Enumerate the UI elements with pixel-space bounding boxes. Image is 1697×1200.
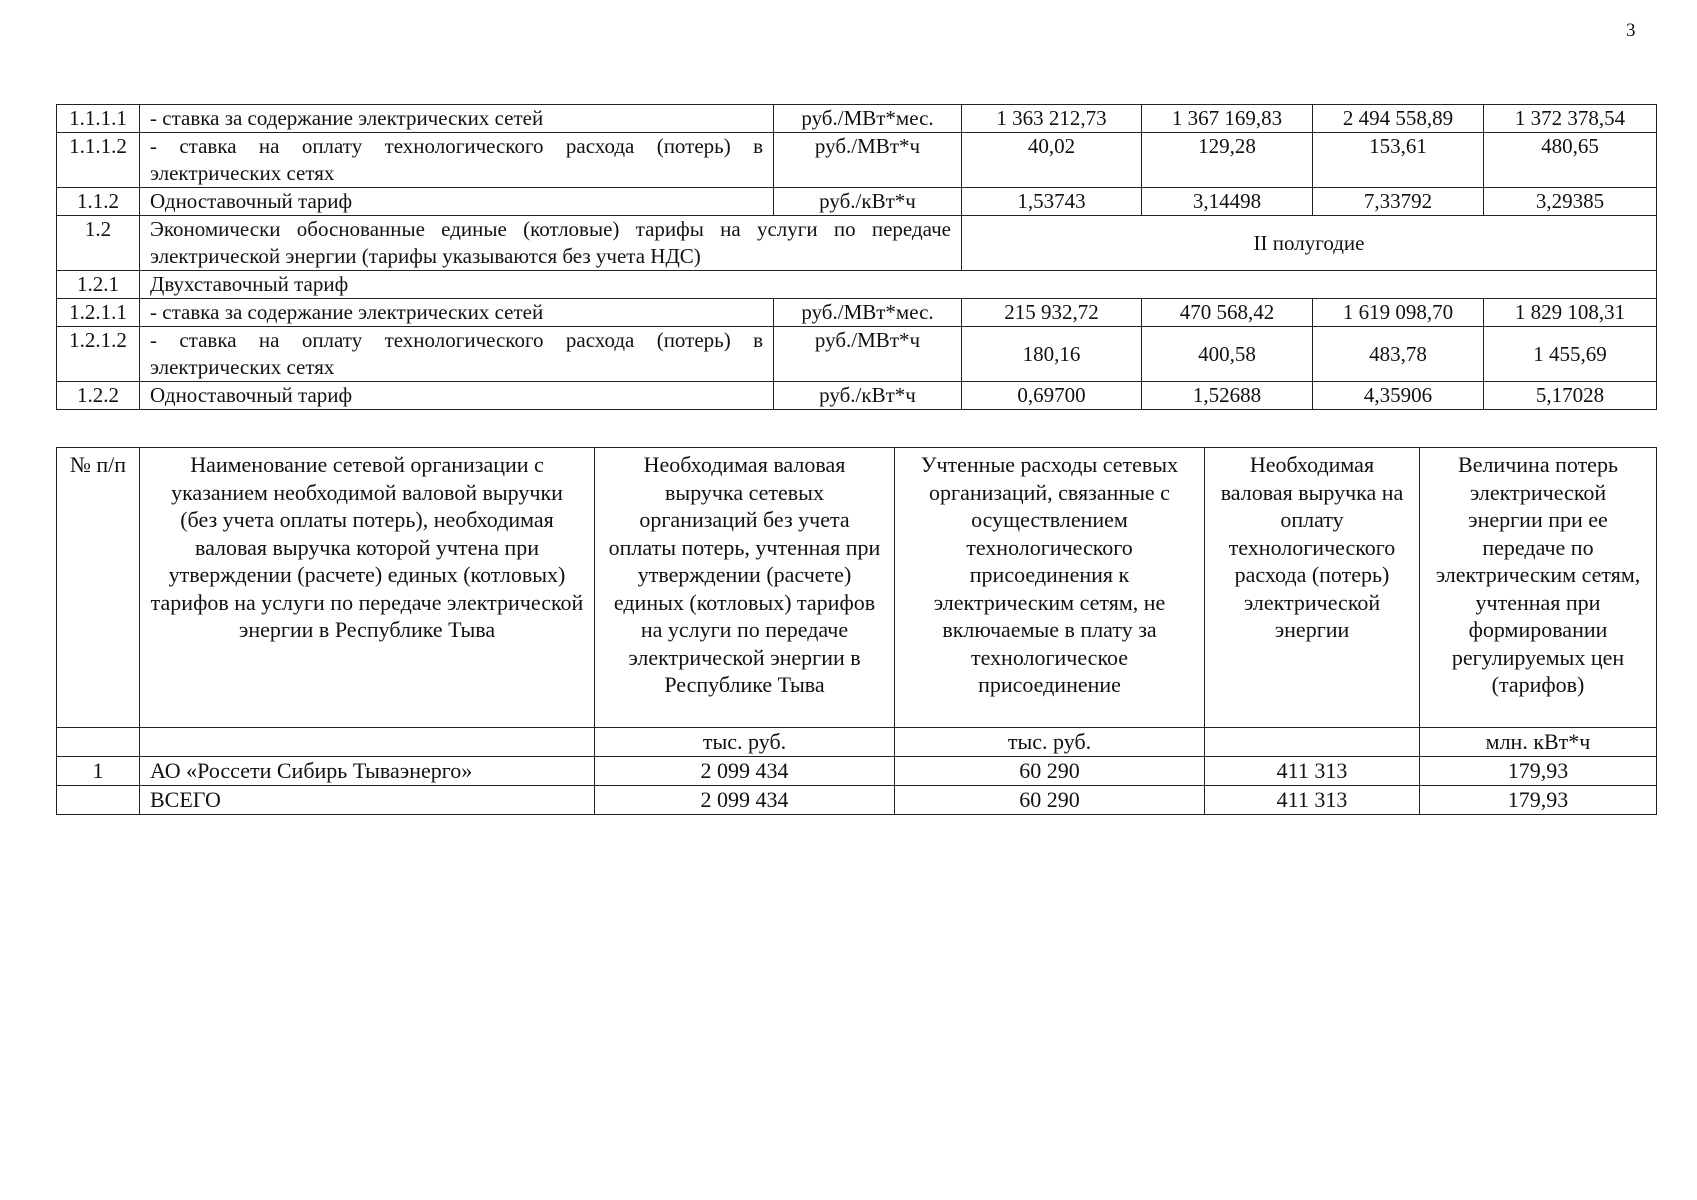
tariff-row (57, 133, 1657, 188)
row-unit: руб./МВт*ч (774, 327, 962, 382)
org-row-nvv: 2 099 434 (595, 756, 895, 785)
org-row (57, 756, 1657, 785)
row-number: 1.2.1.1 (57, 299, 140, 327)
org-row-nvv: 2 099 434 (595, 785, 895, 814)
row-number: 1.1.1.2 (57, 133, 140, 188)
period-label: II полугодие (962, 216, 1657, 271)
row-name (140, 216, 962, 271)
row-value: 180,16 (962, 327, 1142, 382)
row-name-line: Экономически обоснованные единые (котловые) тарифы на услуги по передаче (150, 217, 951, 241)
row-value: 1,53743 (962, 188, 1142, 216)
header-losses: Величина потерь электрической энергии при ее передаче по электрическим сетям, учтенная при формировании регулируемых цен (тарифов) (1420, 448, 1657, 728)
row-name-line: электрической энергии (тарифы указываются без учета НДС) (150, 244, 701, 268)
row-value: 0,69700 (962, 382, 1142, 410)
units-empty (140, 728, 595, 757)
row-number: 1.2.1 (57, 271, 140, 299)
row-name: Одноставочный тариф (140, 382, 774, 410)
row-value: 480,65 (1484, 133, 1657, 188)
row-name: Двухставочный тариф (140, 271, 1657, 299)
tariff-row (57, 299, 1657, 327)
header-loss-revenue: Необходимая валовая выручка на оплату технологического расхода (потерь) электрической энергии (1205, 448, 1420, 728)
row-name: - ставка за содержание электрических сетей (140, 105, 774, 133)
header-expenses: Учтенные расходы сетевых организаций, связанные с осуществлением технологического присоединения к электрическим сетям, не включаемые в плату за технологическое присоединение (895, 448, 1205, 728)
row-value: 1 455,69 (1484, 327, 1657, 382)
header-nvv: Необходимая валовая выручка сетевых организаций без учета оплаты потерь, учтенная при утверждении (расчете) единых (котловых) тарифов на услуги по передаче электрической энергии в Республике Тыва (595, 448, 895, 728)
org-row-losses: 179,93 (1420, 756, 1657, 785)
row-number: 1.2 (57, 216, 140, 271)
page-number: 3 (1626, 20, 1636, 41)
tariff-row (57, 271, 1657, 299)
row-value: 153,61 (1313, 133, 1484, 188)
tariff-row (57, 105, 1657, 133)
tariff-section-row (57, 216, 1657, 271)
header-num: № п/п (57, 448, 140, 728)
unit-loss-revenue (1205, 728, 1420, 757)
row-name-line: электрических сетях (150, 355, 335, 379)
row-value: 129,28 (1142, 133, 1313, 188)
org-row-loss-revenue: 411 313 (1205, 785, 1420, 814)
tariff-row (57, 327, 1657, 382)
row-unit: руб./МВт*ч (774, 133, 962, 188)
row-value: 470 568,42 (1142, 299, 1313, 327)
unit-losses: млн. кВт*ч (1420, 728, 1657, 757)
org-row-losses: 179,93 (1420, 785, 1657, 814)
row-value: 1 619 098,70 (1313, 299, 1484, 327)
row-value: 40,02 (962, 133, 1142, 188)
tariff-row (57, 188, 1657, 216)
row-value: 1 829 108,31 (1484, 299, 1657, 327)
org-row-num (57, 785, 140, 814)
row-name-line: - ставка на оплату технологического расхода (потерь) в (150, 328, 763, 352)
org-units-row (57, 728, 1657, 757)
unit-expenses: тыс. руб. (895, 728, 1205, 757)
row-number: 1.1.2 (57, 188, 140, 216)
row-value: 5,17028 (1484, 382, 1657, 410)
row-name: Одноставочный тариф (140, 188, 774, 216)
row-value: 3,29385 (1484, 188, 1657, 216)
header-name: Наименование сетевой организации с указанием необходимой валовой выручки (без учета оплаты потерь), необходимая валовая выручка которой учтена при утверждении (расчете) единых (котловых) тарифов на услуги по передаче электрической энергии в Республике Тыва (140, 448, 595, 728)
row-name (140, 133, 774, 188)
unit-nvv: тыс. руб. (595, 728, 895, 757)
org-row-expenses: 60 290 (895, 756, 1205, 785)
org-row-loss-revenue: 411 313 (1205, 756, 1420, 785)
row-name-line: электрических сетях (150, 161, 335, 185)
row-number: 1.2.1.2 (57, 327, 140, 382)
org-header-row (57, 448, 1657, 728)
org-row-name: АО «Россети Сибирь Тываэнерго» (140, 756, 595, 785)
row-value: 1,52688 (1142, 382, 1313, 410)
tariff-row (57, 382, 1657, 410)
tariff-table (56, 104, 1657, 410)
row-unit: руб./МВт*мес. (774, 105, 962, 133)
row-value: 215 932,72 (962, 299, 1142, 327)
org-row-name: ВСЕГО (140, 785, 595, 814)
org-total-row (57, 785, 1657, 814)
row-value: 4,35906 (1313, 382, 1484, 410)
org-row-expenses: 60 290 (895, 785, 1205, 814)
row-unit: руб./кВт*ч (774, 188, 962, 216)
org-row-num: 1 (57, 756, 140, 785)
row-value: 400,58 (1142, 327, 1313, 382)
row-number: 1.1.1.1 (57, 105, 140, 133)
row-value: 1 367 169,83 (1142, 105, 1313, 133)
row-value: 7,33792 (1313, 188, 1484, 216)
row-value: 2 494 558,89 (1313, 105, 1484, 133)
row-value: 1 372 378,54 (1484, 105, 1657, 133)
row-unit: руб./кВт*ч (774, 382, 962, 410)
row-number: 1.2.2 (57, 382, 140, 410)
row-value: 483,78 (1313, 327, 1484, 382)
row-unit: руб./МВт*мес. (774, 299, 962, 327)
row-name (140, 327, 774, 382)
row-value: 1 363 212,73 (962, 105, 1142, 133)
org-table (56, 447, 1657, 815)
row-name-line: - ставка на оплату технологического расхода (потерь) в (150, 134, 763, 158)
units-empty (57, 728, 140, 757)
row-value: 3,14498 (1142, 188, 1313, 216)
row-name: - ставка за содержание электрических сетей (140, 299, 774, 327)
